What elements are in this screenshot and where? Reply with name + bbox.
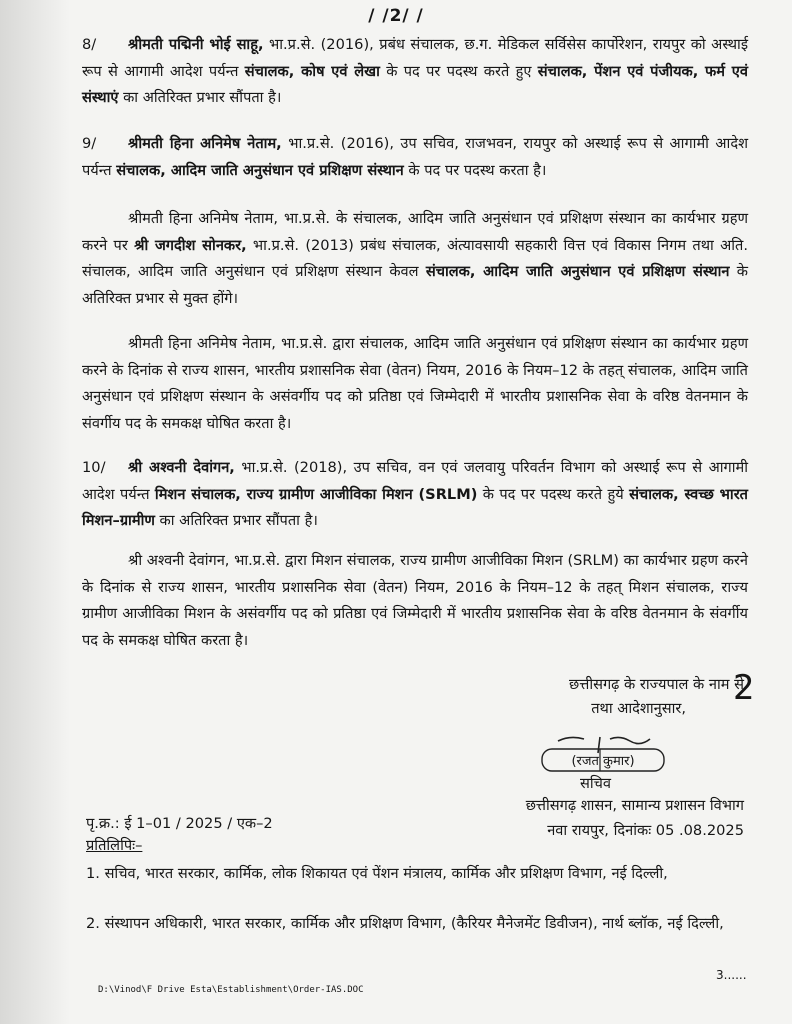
file-path: D:\Vinod\F Drive Esta\Establishment\Order-IAS.DOC bbox=[98, 985, 364, 995]
order-paragraph-9-equivalence: श्रीमती हिना अनिमेष नेताम, भा.प्र.से. द्वारा संचालक, आदिम जाति अनुसंधान एवं प्रशिक्षण संस्थान का कार्यभार ग्रहण करने के दिनांक से राज्य शासन, भारतीय प्रशासनिक सेवा (वेतन) नियम, 2016 के नियम–12 के तहत् संचालक, आदिम जाति अनुसंधान एवं प्रशिक्षण संस्थान के असंवर्गीय पद को प्रतिष्ठा एवं जिम्मेदारी में भारतीय प्रशासनिक सेवा के वरिष्ठ वेतनमान के संवर्गीय पद के समकक्ष घोषित करता है। bbox=[82, 335, 748, 432]
order-paragraph-10-equivalence: श्री अश्वनी देवांगन, भा.प्र.से. द्वारा मिशन संचालक, राज्य ग्रामीण आजीविका मिशन (SRLM) का कार्यभार ग्रहण करने के दिनांक से राज्य शासन, भारतीय प्रशासनिक सेवा (वेतन) नियम, 2016 के नियम–12 के तहत् मिशन संचालक, राज्य ग्रामीण आजीविका मिशन के असंवर्गीय पद को प्रतिष्ठा एवं जिम्मेदारी में भारतीय प्रशासनिक सेवा के वरिष्ठ वेतनमान के संवर्गीय पद के समकक्ष घोषित करता है। bbox=[82, 552, 748, 649]
authority-line bbox=[569, 673, 744, 721]
order-paragraph-9: 9/ श्रीमती हिना अनिमेष नेताम, भा.प्र.से. (2016), उप सचिव, राजभवन, रायपुर को अस्थाई रूप से आगामी आदेश पर्यन्त संचालक, आदिम जाति अनुसंधान एवं प्रशिक्षण संस्थान के पद पर पदस्थ करता है। bbox=[82, 131, 748, 184]
officer-name: श्रीमती हिना अनिमेष नेताम, bbox=[128, 135, 282, 152]
officer-name: श्रीमती पद्मिनी भोई साहू, bbox=[128, 36, 264, 53]
posting: संचालक, कोष एवं लेखा bbox=[244, 62, 380, 80]
margin-page-number: 2 bbox=[733, 668, 755, 708]
posting: मिशन संचालक, राज्य ग्रामीण आजीविका मिशन (SRLM) bbox=[154, 485, 478, 503]
next-page-indicator: 3...... bbox=[716, 968, 747, 982]
signatory-name: (रजत कुमार) bbox=[571, 754, 635, 769]
order-paragraph-9-relief: श्रीमती हिना अनिमेष नेताम, भा.प्र.से. के संचालक, आदिम जाति अनुसंधान एवं प्रशिक्षण संस्थान का कार्यभार ग्रहण करने पर श्री जगदीश सोनकर, भा.प्र.से. (2013) प्रबंध संचालक, अंत्यावसायी सहकारी वित्त एवं विकास निगम तथा अति. संचालक, आदिम जाति अनुसंधान एवं प्रशिक्षण संस्थान केवल संचालक, आदिम जाति अनुसंधान एवं प्रशिक्षण संस्थान के अतिरिक्त प्रभार से मुक्त होंगे। bbox=[82, 210, 748, 307]
para-number: 9/ bbox=[82, 135, 97, 152]
authority-line-2: तथा आदेशानुसार, bbox=[591, 700, 686, 717]
reference-number: पृ.क्र.: ई 1–01 / 2025 / एक–2 bbox=[86, 815, 273, 832]
posting: संचालक, आदिम जाति अनुसंधान एवं प्रशिक्षण संस्थान bbox=[425, 263, 730, 280]
authority-line-1: छत्तीसगढ़ के राज्यपाल के नाम से bbox=[569, 676, 744, 693]
department: छत्तीसगढ़ शासन, सामान्य प्रशासन विभाग bbox=[525, 797, 744, 814]
para-number: 10/ bbox=[82, 459, 106, 476]
additional-charge: संचालक, पेंशन एवं पंजीयक, फर्म एवं संस्थाएं bbox=[82, 62, 748, 106]
designation: सचिव bbox=[580, 775, 612, 792]
officer-name: श्री अश्वनी देवांगन, bbox=[128, 459, 235, 476]
page-header: / /2/ / bbox=[368, 6, 424, 26]
para-number: 8/ bbox=[82, 36, 97, 53]
copy-to-label: प्रतिलिपिः– bbox=[86, 837, 143, 854]
posting: संचालक, आदिम जाति अनुसंधान एवं प्रशिक्षण संस्थान bbox=[116, 161, 404, 179]
additional-charge: संचालक, स्वच्छ भारत मिशन–ग्रामीण bbox=[82, 485, 748, 529]
officer-name: श्री जगदीश सोनकर, bbox=[134, 236, 247, 254]
copy-list-item: 1. सचिव, भारत सरकार, कार्मिक, लोक शिकायत एवं पेंशन मंत्रालय, कार्मिक और प्रशिक्षण विभाग, नई दिल्ली, bbox=[86, 865, 668, 882]
place-date: नवा रायपुर, दिनांकः 05 .08.2025 bbox=[547, 822, 744, 839]
order-paragraph-10: 10/ श्री अश्वनी देवांगन, भा.प्र.से. (2018), उप सचिव, वन एवं जलवायु परिवर्तन विभाग को अस्थाई रूप से आगामी आदेश पर्यन्त मिशन संचालक, राज्य ग्रामीण आजीविका मिशन (SRLM) के पद पर पदस्थ करते हुये संचालक, स्वच्छ भारत मिशन–ग्रामीण का अतिरिक्त प्रभार सौंपता है। bbox=[82, 455, 748, 535]
order-paragraph-8: 8/ श्रीमती पद्मिनी भोई साहू, भा.प्र.से. (2016), प्रबंध संचालक, छ.ग. मेडिकल सर्विसेस कार्पोरेशन, रायपुर को अस्थाई रूप से आगामी आदेश पर्यन्त संचालक, कोष एवं लेखा के पद पर पदस्थ करते हुए संचालक, पेंशन एवं पंजीयक, फर्म एवं संस्थाएं का अतिरिक्त प्रभार सौंपता है। bbox=[82, 32, 748, 112]
copy-list-item: 2. संस्थापन अधिकारी, भारत सरकार, कार्मिक और प्रशिक्षण विभाग, (कैरियर मैनेजमेंट डिवीजन), नार्थ ब्लॉक, नई दिल्ली, bbox=[86, 915, 724, 932]
